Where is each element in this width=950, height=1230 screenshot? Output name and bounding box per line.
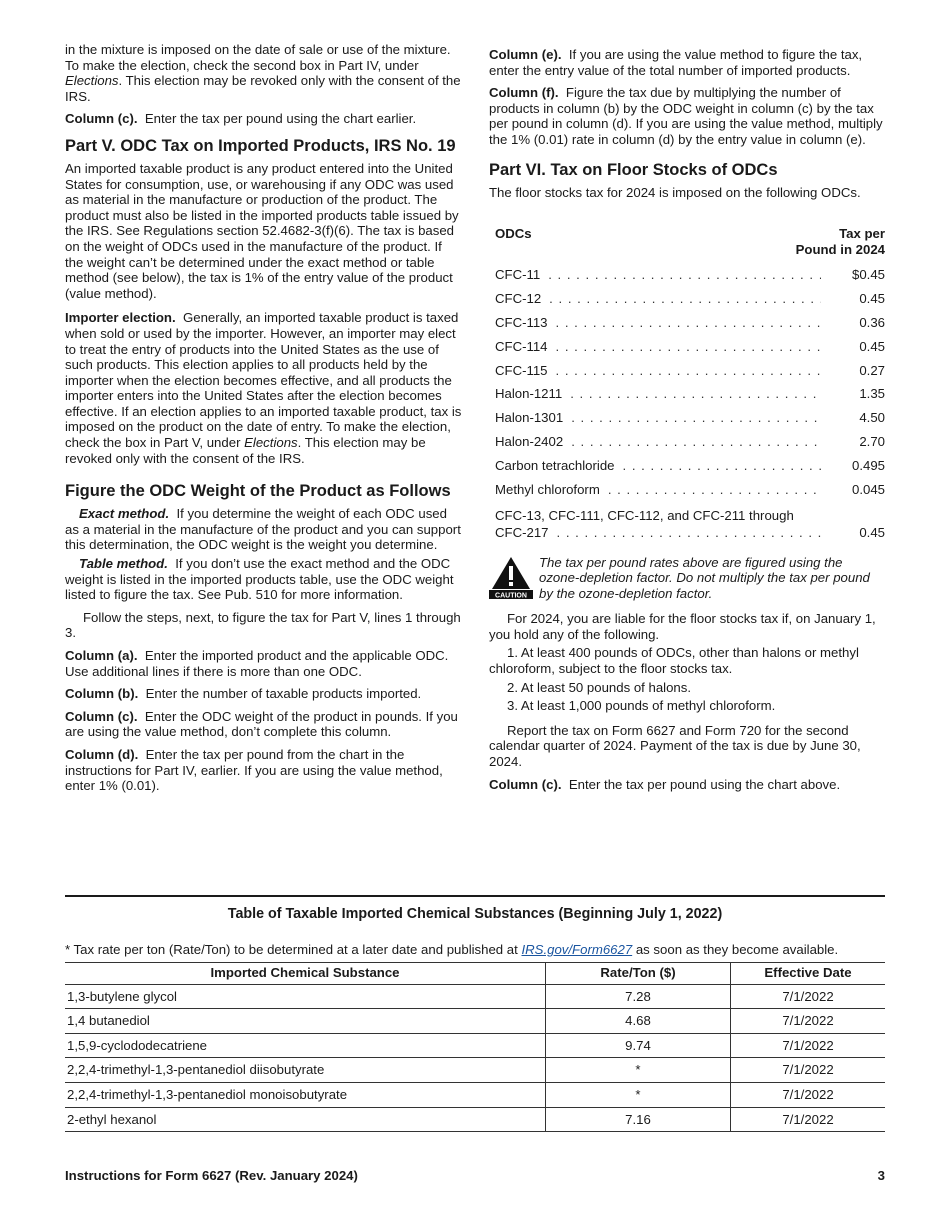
rate-name: Methyl chloroform xyxy=(495,481,600,497)
exact-method-paragraph: Exact method. If you determine the weight of each ODC used as a material in the manufacture of the product and you can support this determination, the ODC weight is the weight you determine. xyxy=(65,506,461,553)
right-column xyxy=(489,47,885,799)
rate-name: CFC-12 xyxy=(495,291,542,307)
rate-cell: 7.28 xyxy=(546,984,731,1009)
table-row xyxy=(65,1058,885,1083)
header-substance: Imported Chemical Substance xyxy=(65,962,546,984)
rate-name: CFC-11 xyxy=(495,267,541,283)
footer-title: Instructions for Form 6627 (Rev. January 2024) xyxy=(65,1168,358,1183)
rate-name-cont: CFC-217 xyxy=(495,524,549,540)
page-footer xyxy=(65,1168,885,1184)
rate-name: CFC-115 xyxy=(495,362,548,378)
part6-body: The floor stocks tax for 2024 is imposed on the following ODCs. xyxy=(489,184,861,200)
column-d-paragraph: Column (d). Enter the tax per pound from the chart in the instructions for Part IV, earlier. If you are using the value method, enter 1% (0.01). xyxy=(65,746,443,794)
rate-cell: 9.74 xyxy=(546,1033,731,1058)
rate-header-tax: Tax per Pound in 2024 xyxy=(795,226,885,257)
liable-paragraph: For 2024, you are liable for the floor stocks tax if, on January 1, you hold any of the following. xyxy=(489,611,876,642)
header-rate: Rate/Ton ($) xyxy=(546,962,731,984)
date-cell: 7/1/2022 xyxy=(731,1107,886,1132)
rate-cell: 4.68 xyxy=(546,1009,731,1034)
rate-row xyxy=(489,315,885,339)
column-c-chart-paragraph: Column (c). Enter the tax per pound using the chart above. xyxy=(489,776,841,792)
rate-value: 0.45 xyxy=(859,338,885,354)
rate-value: 0.495 xyxy=(851,457,885,473)
column-c2-paragraph: Column (c). Enter the ODC weight of the product in pounds. If you are using the value method, don’t complete this column. xyxy=(65,708,458,740)
rate-name: Halon-1211 xyxy=(495,386,563,402)
report-paragraph: Report the tax on Form 6627 and Form 720 for the second calendar quarter of 2024. Payment of the tax is due by June 30, 2024. xyxy=(489,722,861,770)
rate-name: Halon-2402 xyxy=(495,433,564,449)
table-row xyxy=(65,1107,885,1132)
date-cell: 7/1/2022 xyxy=(731,1009,886,1034)
date-cell: 7/1/2022 xyxy=(731,1033,886,1058)
rate-row xyxy=(489,339,885,363)
rate-cell: 7.16 xyxy=(546,1107,731,1132)
table-row xyxy=(65,1009,885,1034)
substance-cell: 1,3-butylene glycol xyxy=(65,984,546,1009)
rate-chart-header xyxy=(489,226,885,257)
liable-item-3: 3. At least 1,000 pounds of methyl chloroform. xyxy=(507,698,776,714)
rate-row xyxy=(489,267,885,291)
header-date: Effective Date xyxy=(731,962,886,984)
table-header-row xyxy=(65,962,885,984)
part6-heading: Part VI. Tax on Floor Stocks of ODCs xyxy=(489,160,778,179)
rate-value: 0.27 xyxy=(859,362,885,378)
rate-value: $0.45 xyxy=(851,267,885,283)
date-cell: 7/1/2022 xyxy=(731,1058,886,1083)
substance-cell: 1,4 butanediol xyxy=(65,1009,546,1034)
date-cell: 7/1/2022 xyxy=(731,1082,886,1107)
rate-value: 0.045 xyxy=(851,481,885,497)
table-row xyxy=(65,984,885,1009)
rate-name: Halon-1301 xyxy=(495,410,564,426)
rate-row-cfc-group xyxy=(489,508,885,540)
follow-steps-paragraph: Follow the steps, next, to figure the tax for Part V, lines 1 through 3. xyxy=(65,609,461,641)
caution-box xyxy=(489,555,885,602)
rate-header-odcs: ODCs xyxy=(495,226,532,242)
rate-note: * Tax rate per ton (Rate/Ton) to be determined at a later date and published at IRS.gov/Form6627 as soon as they become available. xyxy=(65,942,839,957)
caution-text: The tax per pound rates above are figured using the ozone-depletion factor. Do not multiply the tax per pound by the ozone-depletion factor. xyxy=(539,554,870,601)
column-a-paragraph: Column (a). Enter the imported product and the applicable ODC. Use additional lines if there is more than one ODC. xyxy=(65,648,449,679)
rate-name: CFC-13, CFC-111, CFC-112, and CFC-211 through xyxy=(495,508,794,524)
rate-rows xyxy=(489,267,885,505)
rate-value: 0.45 xyxy=(859,524,885,540)
rate-cell: * xyxy=(546,1058,731,1083)
page-number: 3 xyxy=(877,1168,885,1183)
table-row xyxy=(65,1082,885,1107)
rate-name: CFC-114 xyxy=(495,338,548,354)
floor-stocks-rate-chart xyxy=(489,226,885,540)
part5-body: An imported taxable product is any product entered into the United States for consumption, use, or warehousing if any ODC was used as material in the manufacture or production of the product. The product must also be listed in the imported products table issued by the IRS. See Regulations section 52.4682-3(f)(6). The tax is based on the weight of ODCs used in the manufacture of the product. If the weight can’t be determined under the exact method or table method (see below), the tax is 1% of the entry value of the product (value method). xyxy=(65,160,459,301)
rate-row xyxy=(489,291,885,315)
substance-cell: 2,2,4-trimethyl-1,3-pentanediol diisobutyrate xyxy=(65,1058,546,1083)
rate-row xyxy=(489,410,885,434)
substance-cell: 2,2,4-trimethyl-1,3-pentanediol monoisobutyrate xyxy=(65,1082,546,1107)
rate-name: Carbon tetrachloride xyxy=(495,457,615,473)
form6627-link[interactable]: IRS.gov/Form6627 xyxy=(521,942,633,957)
rate-value: 4.50 xyxy=(859,410,885,426)
rate-row xyxy=(489,386,885,410)
election-paragraph: in the mixture is imposed on the date of sale or use of the mixture. To make the election, check the second box in Part IV, under Elections. This election may be revoked only with the consent of the IRS. xyxy=(65,42,461,104)
importer-election-paragraph: Importer election. Generally, an imported taxable product is taxed when sold or used by the importer. However, an importer may elect to treat the entry of products into the United States as the use of such products. This election applies to all products held by the importer when the election becomes effective, and all products the importer enters into the United States after the election becomes effective. If an election applies to an imported taxable product, tax is imposed on the product on the date of entry. To make the election, check the box in Part V, under Elections. This election may be revoked only with the consent of the IRS. xyxy=(65,310,462,466)
rate-row xyxy=(489,434,885,458)
date-cell: 7/1/2022 xyxy=(731,984,886,1009)
rate-row xyxy=(489,458,885,482)
rate-value: 0.36 xyxy=(859,314,885,330)
figure-odc-heading: Figure the ODC Weight of the Product as Follows xyxy=(65,482,451,501)
left-column xyxy=(65,42,463,801)
caution-icon xyxy=(489,555,533,599)
rate-value: 2.70 xyxy=(859,433,885,449)
column-c-paragraph: Column (c). Enter the tax per pound using the chart earlier. xyxy=(65,111,417,127)
column-e-paragraph: Column (e). If you are using the value method to figure the tax, enter the entry value of the total number of imported products. xyxy=(489,47,863,78)
rate-row xyxy=(489,363,885,387)
rate-value: 0.45 xyxy=(859,291,885,307)
substance-cell: 2-ethyl hexanol xyxy=(65,1107,546,1132)
rate-row xyxy=(489,482,885,506)
liable-item-1: 1. At least 400 pounds of ODCs, other than halons or methyl chloroform, subject to the floor stocks tax. xyxy=(489,645,859,677)
imported-chemicals-section xyxy=(65,895,885,1132)
svg-text:CAUTION: CAUTION xyxy=(495,591,527,599)
substance-cell: 1,5,9-cyclododecatriene xyxy=(65,1033,546,1058)
rate-value: 1.35 xyxy=(859,386,885,402)
table-row xyxy=(65,1033,885,1058)
liable-item-2: 2. At least 50 pounds of halons. xyxy=(507,679,692,695)
column-b-paragraph: Column (b). Enter the number of taxable products imported. xyxy=(65,686,422,702)
column-f-paragraph: Column (f). Figure the tax due by multiplying the number of products in column (b) by the ODC weight in column (c) by the tax per pound in column (d). If you are using the value method, multiply the 1% (0.01) rate in column (d) by the entry value in column (e). xyxy=(489,85,883,147)
chemicals-table xyxy=(65,962,885,1133)
table-method-paragraph: Table method. If you don’t use the exact method and the ODC weight is listed in the imported products table, use the ODC weight listed to figure the tax. See Pub. 510 for more information. xyxy=(65,556,454,603)
rate-cell: * xyxy=(546,1082,731,1107)
rate-name: CFC-113 xyxy=(495,314,548,330)
chemicals-table-title: Table of Taxable Imported Chemical Substances (Beginning July 1, 2022) xyxy=(227,906,723,922)
part5-heading: Part V. ODC Tax on Imported Products, IRS No. 19 xyxy=(65,136,456,155)
